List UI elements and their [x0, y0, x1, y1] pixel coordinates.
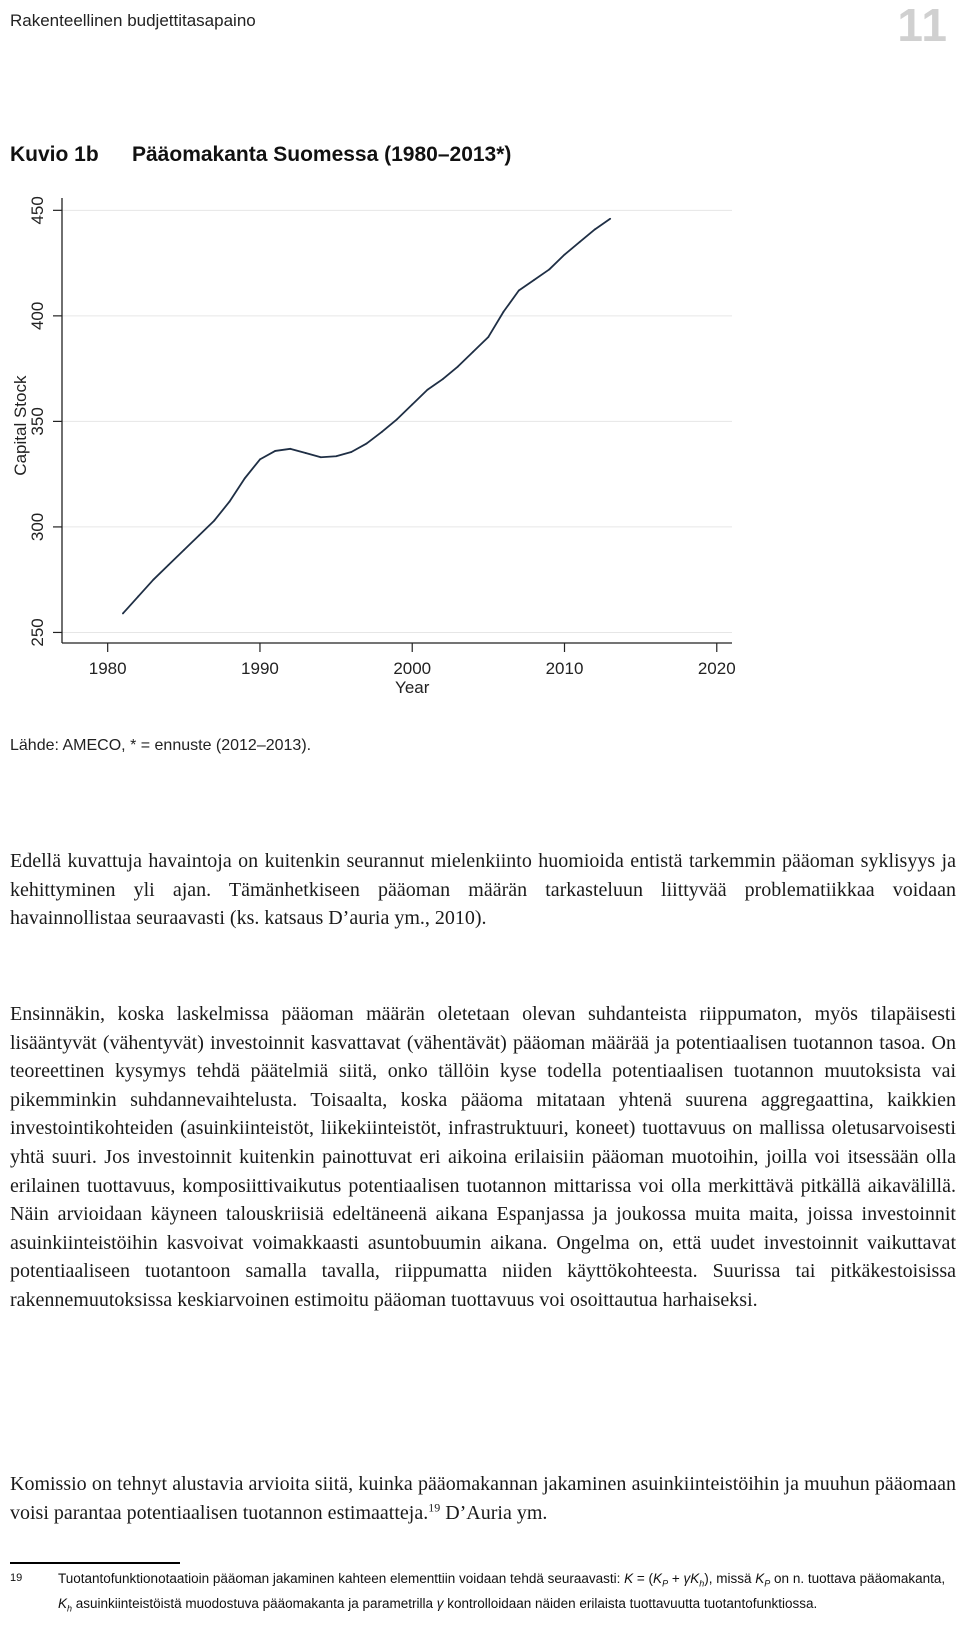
formula-p-sub2: P: [764, 1578, 771, 1589]
data-point-2003: [457, 366, 459, 368]
footnote: [10, 1569, 956, 1618]
capital-stock-chart: [0, 180, 960, 720]
data-point-1990: [259, 458, 261, 460]
series-line-capital-stock: [123, 219, 610, 614]
x-tick-label-1980: 1980: [88, 659, 127, 678]
formula-kh2: K: [58, 1595, 68, 1611]
data-point-1994: [320, 456, 322, 458]
data-point-2000: [411, 404, 413, 406]
y-tick-label-300: 300: [28, 512, 47, 542]
running-header: Rakenteellinen budjettitasapaino: [10, 11, 256, 30]
data-point-1983: [152, 579, 154, 581]
formula-h-sub: h: [699, 1578, 705, 1589]
chart-series: [122, 218, 611, 614]
x-tick-label-2020: 2020: [697, 659, 736, 678]
chart-axes: [62, 198, 732, 643]
formula-kh: K: [690, 1571, 700, 1586]
footnote-text-2: on n. tuottava pääomakanta,: [770, 1571, 946, 1586]
formula-plus: +: [668, 1571, 684, 1586]
body-paragraph-1: Edellä kuvattuja havaintoja on kuitenkin seurannut mielenkiinto huomioida entistä tarkemmin pääoman syklisyys ja kehittyminen yli ajan. Tämänhetkiseen pääoman määrän tarkasteluun liittyvää problematiikkaa voidaan havainnollistaa seuraavasti (ks. katsaus D’auria ym., 2010).: [10, 850, 956, 930]
x-tick-label-2000: 2000: [393, 659, 432, 678]
x-axis-title: Year: [395, 678, 430, 697]
footnote-reference[interactable]: 19: [428, 1499, 441, 1514]
data-point-1997: [366, 443, 368, 445]
formula-close: ), missä: [704, 1571, 756, 1586]
x-tick-label-1990: 1990: [241, 659, 279, 678]
paragraph-3-text: Komissio on tehnyt alustavia arvioita siitä, kuinka pääomakannan jakaminen asuinkiinteistöihin ja muuhun pääomaan voisi parantaa potentiaalisen tuotannon estimaatteja.: [10, 1473, 956, 1524]
page-number: 11: [897, 0, 948, 51]
data-point-1988: [229, 501, 231, 503]
footnote-text-4: kontrolloidaan näiden erilaista tuottavuutta tuotantofunktiossa.: [443, 1595, 818, 1611]
y-tick-label-450: 450: [28, 196, 47, 225]
data-point-1995: [335, 455, 337, 457]
footnote-divider: [10, 1562, 180, 1564]
data-point-2008: [533, 279, 535, 281]
data-point-1996: [350, 451, 352, 453]
figure-label: Kuvio 1b: [10, 143, 99, 166]
y-tick-label-250: 250: [28, 618, 47, 647]
body-paragraph-2: Ensinnäkin, koska laskelmissa pääoman määrän oletetaan olevan suhdanteista riippumaton, myös tilapäisesti lisääntyvät (vähentyvät) investoinnit kasvattavat (vähentävät) pääoman määrää ja potentiaalisen tuotannon tasoa. On teoreettinen kysymys tehdä päätelmiä siitä, onko tällöin kyse todella potentiaalisen tuotannon muutoksista vai pikemminkin suhdannevaihtelusta. Toisaalta, koska pääoma mitataan yhtenä suurena aggregaattina, kaikkien investointikohteiden (asuinkiinteistöt, liikekiinteistöt, infrastruktuuri, koneet) tuottavuus on mallissa oletusarvoisesti yhtä suuri. Jos investoinnit kuitenkin painottuvat eri aikoina erilaisiin pääoman muotoihin, joilla voi itsessään olla erilainen tuottavuus, komposiittivaikutus potentiaalisen tuotannon mittarissa voi olla merkittävä pitkällä aikavälillä. Näin arvioidaan käyneen talouskriisiä edeltäneenä aikana Espanjassa ja joukossa muita maita, joissa investoinnit asuinkiinteistöihin kasvoivat voimakkaasti asuntobuumin aikana. Ongelma on, että uudet investoinnit vaikuttavat potentiaaliseen tuotantoon samalla tavalla, riippumatta niiden käyttökohteesta. Suurissa tai pitkäkestoisissa rakennemuutoksissa keskiarvoinen estimoitu pääoman tuottavuus voi osoittautua harhaiseksi.: [10, 1003, 956, 1311]
data-point-2004: [472, 351, 474, 353]
data-point-2009: [548, 269, 550, 271]
footnote-text-1: Tuotantofunktionotaatioin pääoman jakaminen kahteen elementtiin voidaan tehdä seuraavasti:: [58, 1571, 625, 1586]
paragraph-3-tail: D’Auria ym.: [440, 1501, 548, 1524]
formula-k: K: [624, 1571, 634, 1586]
data-point-2001: [427, 389, 429, 391]
x-tick-label-2010: 2010: [545, 659, 584, 678]
data-point-1987: [213, 520, 215, 522]
data-point-1989: [244, 477, 246, 479]
data-point-1984: [168, 564, 170, 566]
data-point-1993: [305, 452, 307, 454]
data-point-1991: [274, 450, 276, 452]
footnote-number: 19: [10, 1572, 23, 1584]
formula-gamma: γ: [683, 1571, 691, 1586]
data-point-1986: [198, 534, 200, 536]
body-paragraph-3: [10, 1470, 956, 1527]
data-point-2006: [503, 311, 505, 313]
footnote-text-3: asuinkiinteistöistä muodostuva pääomakanta ja parametrilla: [72, 1595, 437, 1611]
formula-h-sub2: h: [67, 1603, 73, 1614]
data-point-2005: [487, 336, 489, 338]
data-point-1998: [381, 431, 383, 433]
data-point-1981: [122, 613, 124, 615]
y-axis-title: Capital Stock: [11, 375, 30, 476]
formula-p-sub: P: [662, 1578, 669, 1589]
data-point-1999: [396, 418, 398, 420]
y-tick-label-350: 350: [28, 407, 47, 436]
data-point-2013: [609, 218, 611, 220]
chart-ticks: [53, 210, 717, 652]
data-point-1992: [290, 448, 292, 450]
data-point-2010: [564, 254, 566, 256]
data-point-1985: [183, 549, 185, 551]
y-tick-label-400: 400: [28, 301, 47, 331]
footnote-text: [10, 1569, 956, 1618]
data-point-2011: [579, 241, 581, 243]
figure-source-note: Lähde: AMECO, * = ennuste (2012–2013).: [10, 737, 312, 754]
figure-title: Pääomakanta Suomessa (1980–2013*): [132, 143, 512, 166]
data-point-2012: [594, 228, 596, 230]
data-point-2002: [442, 378, 444, 380]
data-point-1982: [137, 596, 139, 598]
formula-gamma2: γ: [436, 1595, 444, 1611]
formula-kp: K: [653, 1571, 663, 1586]
chart-labels: [11, 196, 736, 697]
formula-eq: = (: [633, 1571, 654, 1586]
data-point-2007: [518, 290, 520, 292]
formula-kp2: K: [755, 1571, 765, 1586]
chart-grid: [62, 210, 732, 632]
